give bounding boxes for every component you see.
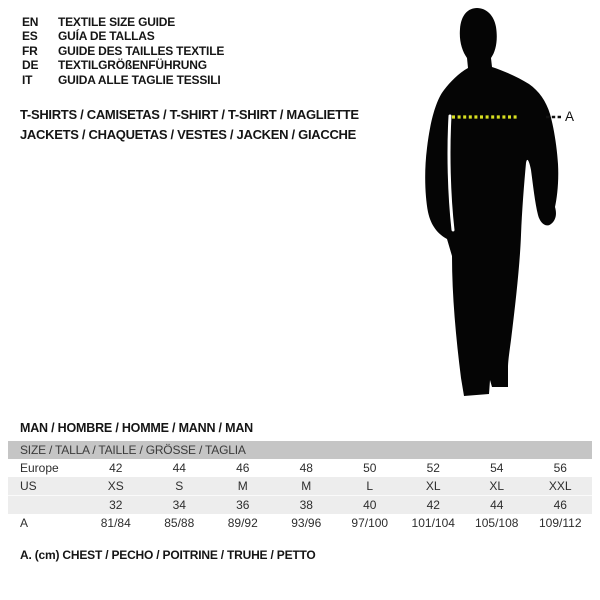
size-cell: 52 bbox=[426, 461, 440, 475]
size-cell: 54 bbox=[490, 461, 504, 475]
size-cell: 85/88 bbox=[164, 516, 195, 530]
size-cell: 105/108 bbox=[475, 516, 519, 530]
size-table-row bbox=[8, 514, 592, 532]
size-cell: 48 bbox=[299, 461, 313, 475]
size-cell: 40 bbox=[363, 498, 377, 512]
size-cell: 89/92 bbox=[227, 516, 258, 530]
size-cell: S bbox=[175, 479, 184, 493]
language-code: DE bbox=[22, 58, 39, 73]
measurement-label-a: A bbox=[565, 109, 575, 124]
size-cell: 38 bbox=[299, 498, 313, 512]
language-list bbox=[22, 15, 224, 87]
row-label: A bbox=[20, 516, 29, 530]
size-cell: 44 bbox=[172, 461, 186, 475]
language-label: GUIDE DES TAILLES TEXTILE bbox=[58, 43, 225, 58]
size-cell: 101/104 bbox=[411, 516, 455, 530]
size-cell: XS bbox=[107, 479, 124, 493]
language-row bbox=[22, 15, 224, 29]
size-cell: L bbox=[366, 479, 374, 493]
language-label: GUÍA DE TALLAS bbox=[58, 29, 155, 44]
product-category-lines bbox=[20, 105, 359, 145]
size-table-rows bbox=[8, 459, 592, 532]
size-cell: 44 bbox=[490, 498, 504, 512]
row-label bbox=[8, 496, 84, 514]
row-label: US bbox=[20, 479, 37, 493]
size-table bbox=[8, 441, 592, 532]
figure-area bbox=[400, 0, 600, 405]
language-row bbox=[22, 44, 224, 58]
size-cell: 56 bbox=[553, 461, 567, 475]
row-label: Europe bbox=[20, 461, 59, 475]
size-cell: 97/100 bbox=[351, 516, 389, 530]
size-cell: XL bbox=[489, 479, 505, 493]
man-silhouette bbox=[425, 8, 558, 396]
language-code: IT bbox=[22, 72, 33, 87]
language-row bbox=[22, 73, 224, 87]
product-line: JACKETS / CHAQUETAS / VESTES / JACKEN / GIACCHE bbox=[20, 127, 356, 142]
size-cell: 93/96 bbox=[291, 516, 322, 530]
size-cell: 32 bbox=[109, 498, 123, 512]
size-table-row bbox=[8, 495, 592, 514]
size-cell: 50 bbox=[363, 461, 377, 475]
size-table-row bbox=[8, 477, 592, 495]
language-code: FR bbox=[22, 43, 38, 58]
size-table-header: SIZE / TALLA / TAILLE / GRÖSSE / TAGLIA bbox=[8, 441, 592, 459]
language-row bbox=[22, 58, 224, 72]
language-code: EN bbox=[22, 15, 39, 29]
language-label: TEXTILGRÖßENFÜHRUNG bbox=[58, 58, 207, 73]
product-line: T-SHIRTS / CAMISETAS / T-SHIRT / T-SHIRT / MAGLIETTE bbox=[20, 107, 359, 122]
size-cell: 46 bbox=[236, 461, 250, 475]
language-label: TEXTILE SIZE GUIDE bbox=[58, 15, 176, 29]
size-cell: M bbox=[301, 479, 312, 493]
man-silhouette-graphic bbox=[400, 0, 600, 405]
size-cell: 42 bbox=[109, 461, 123, 475]
size-cell: 36 bbox=[236, 498, 250, 512]
language-row bbox=[22, 29, 224, 43]
size-cell: 46 bbox=[553, 498, 567, 512]
gender-section-title: MAN / HOMBRE / HOMME / MANN / MAN bbox=[20, 421, 253, 435]
size-cell: 42 bbox=[426, 498, 440, 512]
size-cell: 109/112 bbox=[539, 516, 582, 530]
size-cell: M bbox=[237, 479, 248, 493]
size-cell: 81/84 bbox=[100, 516, 131, 530]
size-cell: 34 bbox=[172, 498, 186, 512]
measurement-footnote: A. (cm) CHEST / PECHO / POITRINE / TRUHE / PETTO bbox=[20, 548, 316, 562]
language-code: ES bbox=[22, 29, 38, 44]
language-label: GUIDA ALLE TAGLIE TESSILI bbox=[58, 72, 221, 87]
size-cell: XXL bbox=[548, 479, 572, 493]
size-table-row bbox=[8, 459, 592, 477]
size-cell: XL bbox=[425, 479, 441, 493]
